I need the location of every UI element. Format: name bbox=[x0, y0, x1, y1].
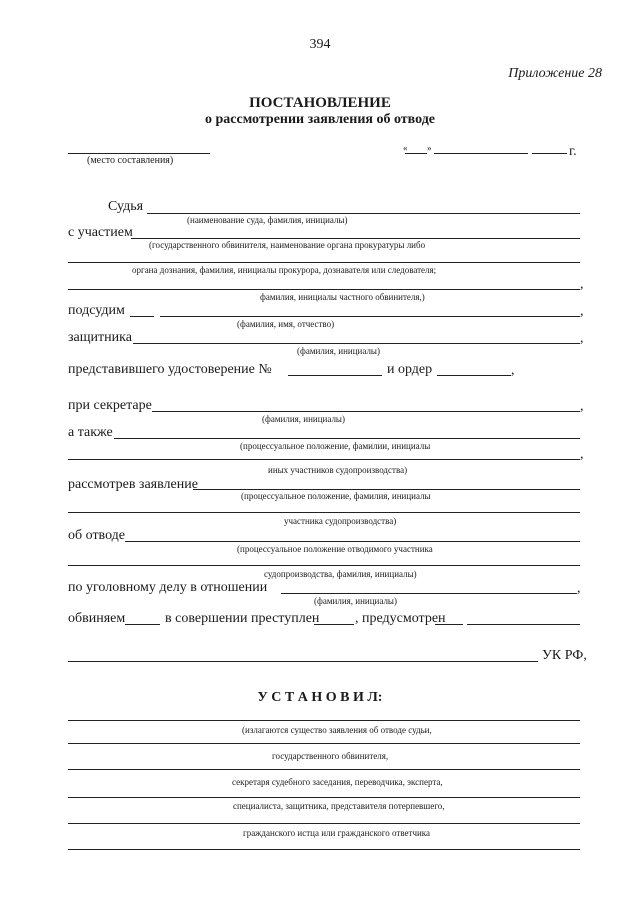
judge-label: Судья bbox=[108, 199, 144, 214]
recusal-line-1[interactable] bbox=[125, 541, 580, 542]
established-line-4[interactable] bbox=[68, 797, 580, 798]
participation-line-3[interactable] bbox=[68, 289, 580, 290]
established-heading: У С Т А Н О В И Л: bbox=[257, 690, 383, 705]
article-line[interactable] bbox=[467, 624, 580, 625]
also-hint-2: иных участников судопроизводства) bbox=[268, 465, 408, 475]
participation-line-1[interactable] bbox=[131, 238, 580, 239]
also-line-1[interactable] bbox=[114, 438, 580, 439]
accused-suffix-line[interactable] bbox=[125, 624, 160, 625]
defender-comma: , bbox=[580, 331, 584, 346]
defender-label: защитника bbox=[68, 330, 132, 345]
order-label: и ордер bbox=[387, 362, 433, 377]
accused-label: обвиняем bbox=[68, 611, 126, 626]
established-hint-1: (излагаются существо заявления об отводе судьи, bbox=[242, 725, 432, 735]
date-quote-open: « bbox=[403, 143, 408, 153]
participation-hint-3: фамилия, инициалы частного обвинителя,) bbox=[260, 292, 425, 302]
crime-label: в совершении преступлен bbox=[165, 611, 320, 626]
considered-label: рассмотрев заявление bbox=[68, 477, 198, 492]
participation-hint-1: (государственного обвинителя, наименование органа прокуратуры либо bbox=[149, 240, 426, 250]
considered-hint-2: участника судопроизводства) bbox=[284, 516, 397, 526]
place-hint: (место составления) bbox=[87, 155, 174, 166]
secretary-hint: (фамилия, инициалы) bbox=[262, 414, 345, 424]
participation-comma: , bbox=[580, 277, 584, 292]
document-title: ПОСТАНОВЛЕНИЕ bbox=[249, 95, 391, 111]
defendant-suffix-line[interactable] bbox=[130, 316, 154, 317]
also-line-2[interactable] bbox=[68, 459, 580, 460]
page-number: 394 bbox=[309, 37, 331, 52]
recusal-line-2[interactable] bbox=[68, 565, 580, 566]
date-year-line[interactable] bbox=[532, 153, 567, 154]
established-line-3[interactable] bbox=[68, 769, 580, 770]
crime-suffix-line[interactable] bbox=[314, 624, 354, 625]
secretary-label: при секретаре bbox=[68, 398, 152, 413]
defendant-hint: (фамилия, имя, отчество) bbox=[237, 319, 335, 329]
order-number-line[interactable] bbox=[437, 375, 511, 376]
uk-label: УК РФ, bbox=[542, 648, 587, 663]
provided-suffix-line[interactable] bbox=[435, 624, 463, 625]
participation-hint-2: органа дознания, фамилия, инициалы прокурора, дознавателя или следователя; bbox=[132, 265, 437, 275]
considered-hint-1: (процессуальное положение, фамилия, инициалы bbox=[241, 491, 431, 501]
also-label: а также bbox=[68, 425, 113, 440]
date-quote-close: » bbox=[427, 143, 432, 153]
also-hint-1: (процессуальное положение, фамилии, инициалы bbox=[240, 441, 431, 451]
participation-line-2[interactable] bbox=[68, 262, 580, 263]
case-hint: (фамилия, инициалы) bbox=[314, 596, 397, 606]
date-year-suffix: г. bbox=[569, 144, 577, 159]
provided-label: , предусмотрен bbox=[355, 611, 446, 626]
case-label: по уголовному делу в отношении bbox=[68, 580, 268, 595]
defender-hint: (фамилия, инициалы) bbox=[297, 346, 380, 356]
defendant-comma: , bbox=[580, 304, 584, 319]
certificate-label: представившего удостоверение № bbox=[68, 362, 272, 377]
participation-label: с участием bbox=[68, 225, 133, 240]
place-line[interactable] bbox=[68, 153, 210, 154]
case-line[interactable] bbox=[281, 593, 577, 594]
article-continuation-line[interactable] bbox=[68, 661, 538, 662]
established-line-1[interactable] bbox=[68, 720, 580, 721]
defendant-label: подсудим bbox=[68, 303, 125, 318]
defender-line[interactable] bbox=[133, 343, 580, 344]
established-line-5[interactable] bbox=[68, 823, 580, 824]
case-comma: , bbox=[577, 581, 581, 596]
considered-line-2[interactable] bbox=[68, 512, 580, 513]
defendant-line[interactable] bbox=[160, 316, 580, 317]
established-hint-5: гражданского истца или гражданского ответчика bbox=[243, 828, 431, 838]
date-day-line[interactable] bbox=[405, 153, 427, 154]
established-hint-3: секретаря судебного заседания, переводчика, эксперта, bbox=[232, 777, 443, 787]
date-month-line[interactable] bbox=[434, 153, 528, 154]
appendix-label: Приложение 28 bbox=[508, 66, 602, 81]
established-line-2[interactable] bbox=[68, 743, 580, 744]
considered-line-1[interactable] bbox=[193, 489, 580, 490]
also-comma: , bbox=[580, 447, 584, 462]
document-subtitle: о рассмотрении заявления об отводе bbox=[204, 112, 436, 127]
judge-line[interactable] bbox=[147, 213, 580, 214]
secretary-comma: , bbox=[580, 399, 584, 414]
order-comma: , bbox=[511, 363, 515, 378]
established-hint-2: государственного обвинителя, bbox=[272, 751, 389, 761]
secretary-line[interactable] bbox=[152, 411, 580, 412]
judge-hint: (наименование суда, фамилия, инициалы) bbox=[187, 215, 348, 225]
certificate-number-line[interactable] bbox=[288, 375, 382, 376]
recusal-hint-2: судопроизводства, фамилия, инициалы) bbox=[264, 569, 417, 579]
recusal-hint-1: (процессуальное положение отводимого участника bbox=[237, 544, 433, 554]
established-hint-4: специалиста, защитника, представителя потерпевшего, bbox=[233, 801, 445, 811]
recusal-label: об отводе bbox=[68, 528, 126, 543]
established-line-6[interactable] bbox=[68, 849, 580, 850]
